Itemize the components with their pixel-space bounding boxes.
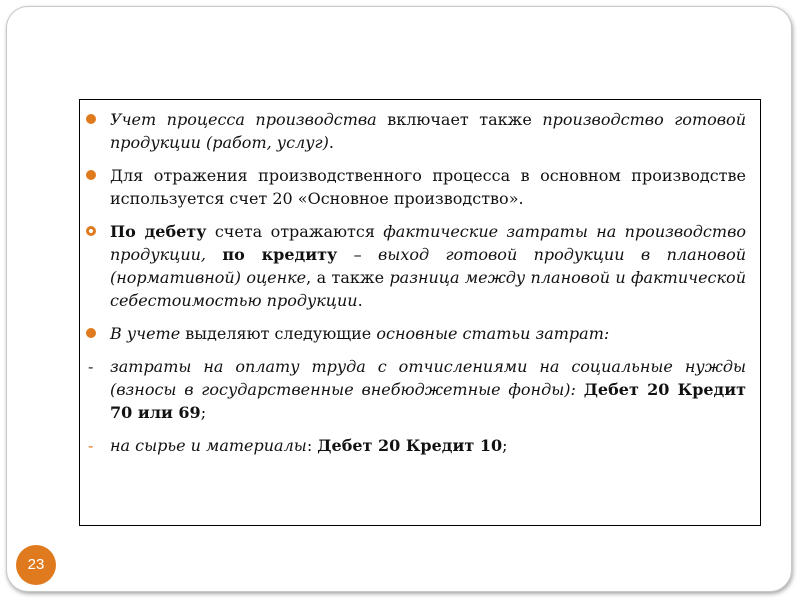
bullet-list: [80, 108, 760, 467]
text-run: Дебет 20 Кредит 10: [317, 436, 503, 455]
text-run: ;: [200, 403, 207, 422]
text-run: [206, 245, 222, 264]
list-item: [80, 322, 760, 345]
dash-bullet-icon: -: [88, 357, 94, 376]
content-box: [79, 99, 761, 526]
text-run: на сырье и материалы: [110, 436, 307, 455]
text-run: Учет процесса производства: [110, 110, 377, 129]
text-run: включает также: [376, 110, 543, 129]
bullet-icon: [86, 114, 96, 124]
bullet-icon: [86, 328, 96, 338]
text-run: По дебету: [110, 222, 207, 241]
page-number-badge: 23: [16, 545, 56, 585]
text-run: счета отражаются: [206, 222, 384, 241]
text-run: В учете: [110, 324, 181, 343]
text-run: выход готовой продукции в плановой (нормативной) оценке: [110, 245, 747, 287]
list-item: [80, 434, 760, 457]
list-item: [80, 220, 760, 312]
text-run: разница между плановой и фактической себестоимостью продукции: [110, 268, 746, 310]
text-run: выделяют следующие: [180, 324, 377, 343]
star-bullet-icon: [86, 226, 96, 236]
bullet-icon: [86, 170, 96, 180]
text-run: фактические затраты на производство продукции,: [110, 222, 747, 264]
text-run: [576, 380, 584, 399]
text-run: Для отражения производственного процесса в основном производстве используется счет 20 «Основное производство».: [110, 166, 746, 208]
dash-bullet-icon: -: [88, 436, 94, 455]
text-run: Дебет 20 Кредит 70 или 69: [110, 380, 747, 422]
text-run: по кредиту: [222, 245, 338, 264]
text-run: :: [306, 436, 318, 455]
text-run: .: [357, 291, 363, 310]
text-run: .: [328, 133, 334, 152]
text-run: ;: [502, 436, 508, 455]
list-item: [80, 164, 760, 210]
text-run: производство готовой продукции (работ, услуг): [110, 110, 746, 152]
text-run: , а также: [306, 268, 390, 287]
list-item: [80, 108, 760, 154]
text-run: основные статьи затрат:: [376, 324, 610, 343]
list-item: [80, 355, 760, 424]
text-run: затраты на оплату труда с отчислениями на социальные нужды (взносы в государственные внебюджетные фонды):: [110, 357, 746, 399]
text-run: –: [337, 245, 378, 264]
